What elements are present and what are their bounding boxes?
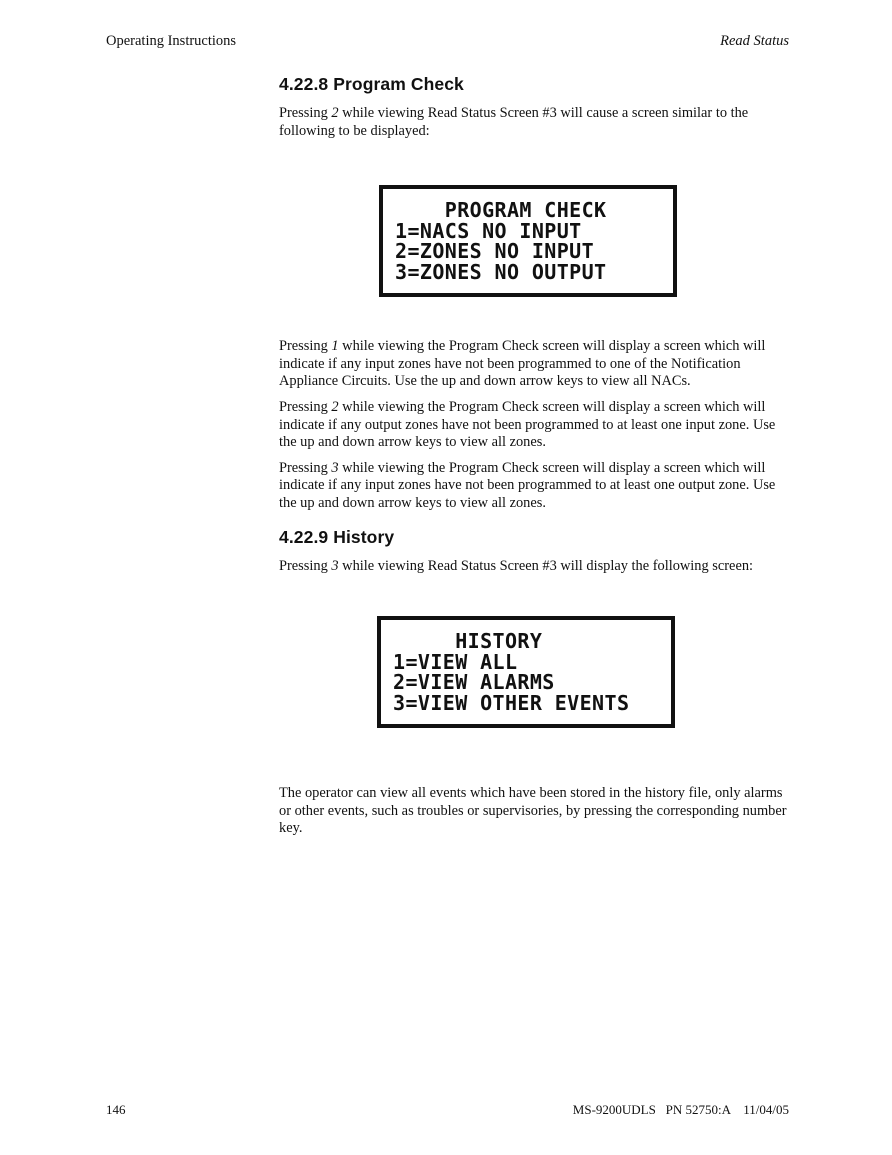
document-id: MS-9200UDLS PN 52750:A 11/04/05 [572, 1102, 789, 1117]
lcd-line: 2=VIEW ALARMS [393, 670, 555, 695]
lcd-line: 3=ZONES NO OUTPUT [395, 259, 607, 284]
running-header-left: Operating Instructions [106, 33, 237, 49]
lcd-line: 1=NACS NO INPUT [395, 218, 582, 243]
lcd-line: 3=VIEW OTHER EVENTS [393, 690, 630, 715]
running-header-right: Read Status [720, 33, 789, 49]
lcd-line: 1=VIEW ALL [393, 649, 518, 674]
lcd-figure [279, 583, 791, 785]
paragraph-press-2: Pressing 2 while viewing the Program Check screen will display a screen which will indicate if any output zones have not been programmed to at least one input zone. Use the up and down arrow keys to view all zones. [279, 398, 776, 451]
lcd-line: HISTORY [393, 629, 543, 654]
paragraph-press-1: Pressing 1 while viewing the Program Check screen will display a screen which will indicate if any input zones have not been programmed to one of the Notification Appliance Circuits. Use the up and down arrow keys to view all NACs. [279, 338, 766, 390]
paragraph-press-3: Pressing 3 while viewing the Program Check screen will display a screen which will indicate if any input zones have not been programmed to at least one output zone. Use the up and down arrow keys to view all zones. [279, 459, 776, 511]
page-number: 146 [106, 1102, 126, 1117]
key-reference: 3 [331, 557, 339, 574]
lcd-figure [279, 148, 791, 338]
lcd-line: 2=ZONES NO INPUT [395, 239, 595, 264]
page-content [279, 74, 791, 846]
key-reference: 3 [331, 459, 339, 476]
lcd-display-history [377, 616, 675, 728]
program-check-intro: Pressing 2 while viewing Read Status Screen #3 will cause a screen similar to the following to be displayed: [279, 105, 749, 139]
section-heading-program-check: 4.22.8 Program Check [279, 74, 464, 94]
lcd-line: PROGRAM CHECK [395, 198, 607, 223]
key-reference: 1 [331, 338, 339, 355]
lcd-display-program-check [379, 185, 677, 297]
key-reference: 2 [331, 398, 339, 415]
key-reference: 2 [331, 105, 339, 121]
history-intro: Pressing 3 while viewing Read Status Screen #3 will display the following screen: [279, 557, 754, 574]
section-heading-history: 4.22.9 History [279, 526, 395, 547]
history-closing-paragraph: The operator can view all events which have been stored in the history file, only alarms or other events, such as troubles or supervisories, by pressing the corresponding number key. [279, 785, 787, 837]
